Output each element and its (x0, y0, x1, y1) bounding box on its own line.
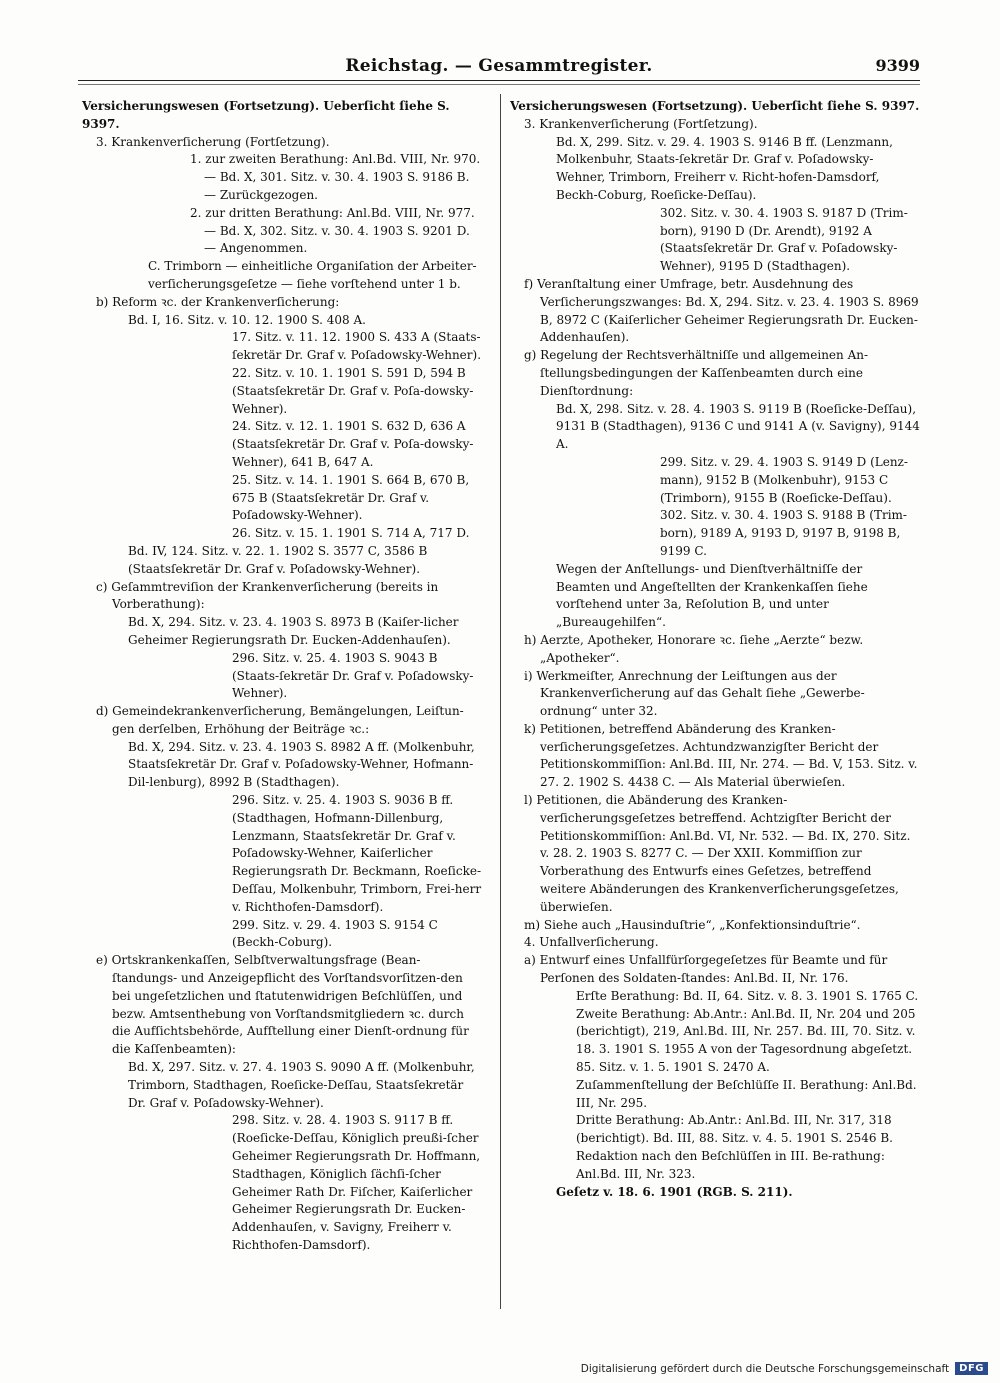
left-column (82, 98, 484, 1255)
index-entry: 302. Sitz. v. 30. 4. 1903 S. 9187 D (Trim-born), 9190 D (Dr. Arendt), 9192 A (Staatsſekretär Dr. Graf v. Poſadowsky-Wehner), 9195 D (Stadthagen). (660, 205, 908, 274)
index-entry: Versicherungswesen (Fortsetzung). Ueberſicht ſiehe S. 9397. (82, 99, 450, 131)
index-entry: Bd. X, 299. Sitz. v. 29. 4. 1903 S. 9146 B ff. (Lenzmann, Molkenbuhr, Staats-ſekretär Dr. Graf v. Poſadowsky-Wehner, Trimborn, Freiherr v. Richt-hofen-Damsdorf, Beckh-Coburg, Roeſicke-Deſſau). (556, 134, 893, 202)
right-column (510, 98, 920, 1201)
index-entry: Bd. X, 294. Sitz. v. 23. 4. 1903 S. 8982 A ff. (Molkenbuhr, Staatsſekretär Dr. Graf v. Poſadowsky-Wehner, Hofmann-Dil-lenburg), 8992 B (Stadthagen). (128, 739, 475, 790)
index-entry: Erſte Berathung: Bd. II, 64. Sitz. v. 8. 3. 1901 S. 1765 C. (576, 988, 919, 1003)
page-header (78, 56, 920, 80)
index-entry: 296. Sitz. v. 25. 4. 1903 S. 9036 B ff. (Stadthagen, Hofmann-Dillenburg, Lenzmann, Staatsſekretär Dr. Graf v. Poſadowsky-Wehner, Kaiſerlicher Regierungsrath Dr. Beckmann, Roeſicke-Deſſau, Molkenbuhr, Trimborn, Frei-herr v. Richthofen-Damsdorf). (232, 793, 482, 914)
index-entry: 22. Sitz. v. 10. 1. 1901 S. 591 D, 594 B (Staatsſekretär Dr. Graf v. Poſa-dowsky-Wehner). (232, 365, 474, 416)
digitization-credit (581, 1362, 988, 1375)
index-entry: Wegen der Anſtellungs- und Dienſtverhältniſſe der Beamten und Angeſtellten der Krankenkaſſen ſiehe vorſtehend unter 3a, Reſolution B, und unter „Bureaugehilfen“. (556, 561, 868, 630)
index-entry: 302. Sitz. v. 30. 4. 1903 S. 9188 B (Trim-born), 9189 A, 9193 D, 9197 B, 9198 B, 9199 C. (660, 508, 907, 558)
index-entry: 17. Sitz. v. 11. 12. 1900 S. 433 A (Staats-ſekretär Dr. Graf v. Poſadowsky-Wehner). (232, 330, 482, 363)
index-entry: Bd. X, 297. Sitz. v. 27. 4. 1903 S. 9090 A ff. (Molkenbuhr, Trimborn, Stadthagen, Roeſicke-Deſſau, Staatsſekretär Dr. Graf v. Poſadowsky-Wehner). (128, 1060, 475, 1110)
index-entry: e) Ortskrankenkaſſen, Selbſtverwaltungsfrage (Bean-ſtandungs- und Anzeigepflicht des Vorſtandsvorſitzen-den bei ungeſetzlichen und ſtatutenwidrigen Beſchlüſſen, und bezw. Amtsenthebung von Vorſtandsmitgliedern ꝛc. durch die Aufſichtsbehörde, Aufſtellung einer Dienſt-ordnung für die Kaſſenbeamten): (96, 953, 469, 1057)
index-entry: 1. zur zweiten Berathung: Anl.Bd. VIII, Nr. 970. — Bd. X, 301. Sitz. v. 30. 4. 1903 S. 9186 B. — Zurückgezogen. (190, 152, 481, 202)
dfg-logo: DFG (955, 1362, 988, 1375)
index-entry: 25. Sitz. v. 14. 1. 1901 S. 664 B, 670 B, 675 B (Staatsſekretär Dr. Graf v. Poſadowsky-Wehner). (232, 472, 470, 523)
running-head: Reichstag. — Gesammtregister. (345, 56, 653, 76)
credit-text: Digitalisierung gefördert durch die Deutsche Forschungsgemeinschaft (580, 1362, 950, 1375)
index-entry: 296. Sitz. v. 25. 4. 1903 S. 9043 B (Staats-ſekretär Dr. Graf v. Poſadowsky-Wehner). (232, 650, 474, 701)
index-entry: 3. Krankenverſicherung (Fortſetzung). (96, 134, 330, 149)
header-rule (78, 80, 920, 81)
index-entry: c) Geſammtreviſion der Krankenverſicherung (bereits in Vorberathung): (96, 579, 439, 612)
index-entry: g) Regelung der Rechtsverhältniſſe und allgemeinen An-ſtellungsbedingungen der Kaſſenbeamten durch eine Dienſtordnung: (524, 348, 869, 398)
index-entry: h) Aerzte, Apotheker, Honorare ꝛc. ſiehe „Aerzte“ bezw. „Apotheker“. (524, 632, 864, 665)
page-number: 9399 (875, 56, 920, 75)
header-rule-thin (78, 84, 920, 85)
index-entry: b) Reform ꝛc. der Krankenverſicherung: (96, 294, 340, 309)
index-entry: Versicherungswesen (Fortsetzung). Ueberſicht ſiehe S. 9397. (510, 99, 920, 113)
index-entry: 299. Sitz. v. 29. 4. 1903 S. 9154 C (Beckh-Coburg). (232, 917, 438, 950)
index-entry: m) Siehe auch „Hausinduſtrie“, „Konfektionsinduſtrie“. (524, 917, 861, 932)
index-entry: 4. Unfallverſicherung. (524, 935, 659, 950)
index-entry: Zuſammenſtellung der Beſchlüſſe II. Berathung: Anl.Bd. III, Nr. 295. (576, 1077, 917, 1110)
index-entry: f) Veranſtaltung einer Umfrage, betr. Ausdehnung des Verſicherungszwanges: Bd. X, 294. Sitz. v. 23. 4. 1903 S. 8969 B, 8972 C (Kaiſerlicher Geheimer Regierungsrath Dr. Eucken-Addenhauſen). (524, 276, 919, 345)
index-entry: 2. zur dritten Berathung: Anl.Bd. VIII, Nr. 977. — Bd. X, 302. Sitz. v. 30. 4. 1903 S. 9201 D. — Angenommen. (190, 205, 475, 256)
index-entry: i) Werkmeiſter, Anrechnung der Leiſtungen aus der Krankenverſicherung auf das Gehalt ſiehe „Gewerbe-ordnung“ unter 32. (524, 668, 865, 719)
index-entry: C. Trimborn — einheitliche Organiſation der Arbeiter-verſicherungsgeſetze — ſiehe vorſtehend unter 1 b. (148, 259, 477, 291)
index-entry: k) Petitionen, betreffend Abänderung des Kranken-verſicherungsgeſetzes. Achtundzwanzigſter Bericht der Petitionskommiſſion: Anl.Bd. III, Nr. 274. — Bd. V, 153. Sitz. v. 27. 2. 1902 S. 4438 C. — Als Material überwieſen. (524, 721, 918, 790)
index-entry: 299. Sitz. v. 29. 4. 1903 S. 9149 D (Lenz-mann), 9152 B (Molkenbuhr), 9153 C (Trimborn), 9155 B (Roeſicke-Deſſau). (660, 454, 908, 505)
index-entry: Redaktion nach den Beſchlüſſen in III. Be-rathung: Anl.Bd. III, Nr. 323. (576, 1149, 885, 1181)
index-entry: d) Gemeindekrankenverſicherung, Bemängelungen, Leiſtun-gen derſelben, Erhöhung der Beiträge ꝛc.: (96, 704, 464, 736)
index-entry: 24. Sitz. v. 12. 1. 1901 S. 632 D, 636 A (Staatsſekretär Dr. Graf v. Poſa-dowsky-Wehner), 641 B, 647 A. (232, 419, 474, 469)
index-entry: 298. Sitz. v. 28. 4. 1903 S. 9117 B ff. (Roeſicke-Deſſau, Königlich preußi-ſcher Geheimer Regierungsrath Dr. Hoffmann, Stadthagen, Königlich ſächſi-ſcher Geheimer Rath Dr. Fiſcher, Kaiſerlicher Geheimer Regierungsrath Dr. Eucken-Addenhauſen, v. Savigny, Freiherr v. Richthofen-Damsdorf). (232, 1113, 481, 1252)
index-entry: Geſetz v. 18. 6. 1901 (RGB. S. 211). (556, 1184, 793, 1199)
index-entry: l) Petitionen, die Abänderung des Kranken-verſicherungsgeſetzes betreffend. Achtzigſter Bericht der Petitionskommiſſion: Anl.Bd. VI, Nr. 532. — Bd. IX, 270. Sitz. v. 28. 2. 1903 S. 8277 C. — Der XXII. Kommiſſion zur Vorberathung des Entwurfs eines Geſetzes, betreffend weitere Abänderungen des Krankenverſicherungsgeſetzes, überwieſen. (524, 793, 911, 914)
index-entry: Dritte Berathung: Ab.Antr.: Anl.Bd. III, Nr. 317, 318 (berichtigt). Bd. III, 88. Sitz. v. 4. 5. 1901 S. 2546 B. (576, 1113, 893, 1146)
index-entry: Zweite Berathung: Ab.Antr.: Anl.Bd. II, Nr. 204 und 205 (berichtigt), 219, Anl.Bd. III, Nr. 257. Bd. III, 70. Sitz. v. 18. 3. 1901 S. 1955 A von der Tagesordnung abgeſetzt. 85. Sitz. v. 1. 5. 1901 S. 2470 A. (576, 1006, 916, 1075)
index-entry: 26. Sitz. v. 15. 1. 1901 S. 714 A, 717 D. (232, 526, 470, 541)
index-entry: Bd. X, 294. Sitz. v. 23. 4. 1903 S. 8973 B (Kaiſer-licher Geheimer Regierungsrath Dr. Eucken-Addenhauſen). (128, 615, 459, 647)
index-entry: Bd. I, 16. Sitz. v. 10. 12. 1900 S. 408 A. (128, 312, 366, 327)
index-entry: Bd. X, 298. Sitz. v. 28. 4. 1903 S. 9119 B (Roeſicke-Deſſau), 9131 B (Stadthagen), 9136 C und 9141 A (v. Savigny), 9144 A. (556, 401, 920, 452)
index-entry: Bd. IV, 124. Sitz. v. 22. 1. 1902 S. 3577 C, 3586 B (Staatsſekretär Dr. Graf v. Poſadowsky-Wehner). (128, 543, 428, 576)
index-entry: 3. Krankenverſicherung (Fortſetzung). (524, 116, 758, 131)
column-divider (500, 94, 501, 1309)
index-entry: a) Entwurf eines Unfallfürſorgegeſetzes für Beamte und für Perſonen des Soldaten-ſtandes: Anl.Bd. II, Nr. 176. (524, 953, 888, 986)
